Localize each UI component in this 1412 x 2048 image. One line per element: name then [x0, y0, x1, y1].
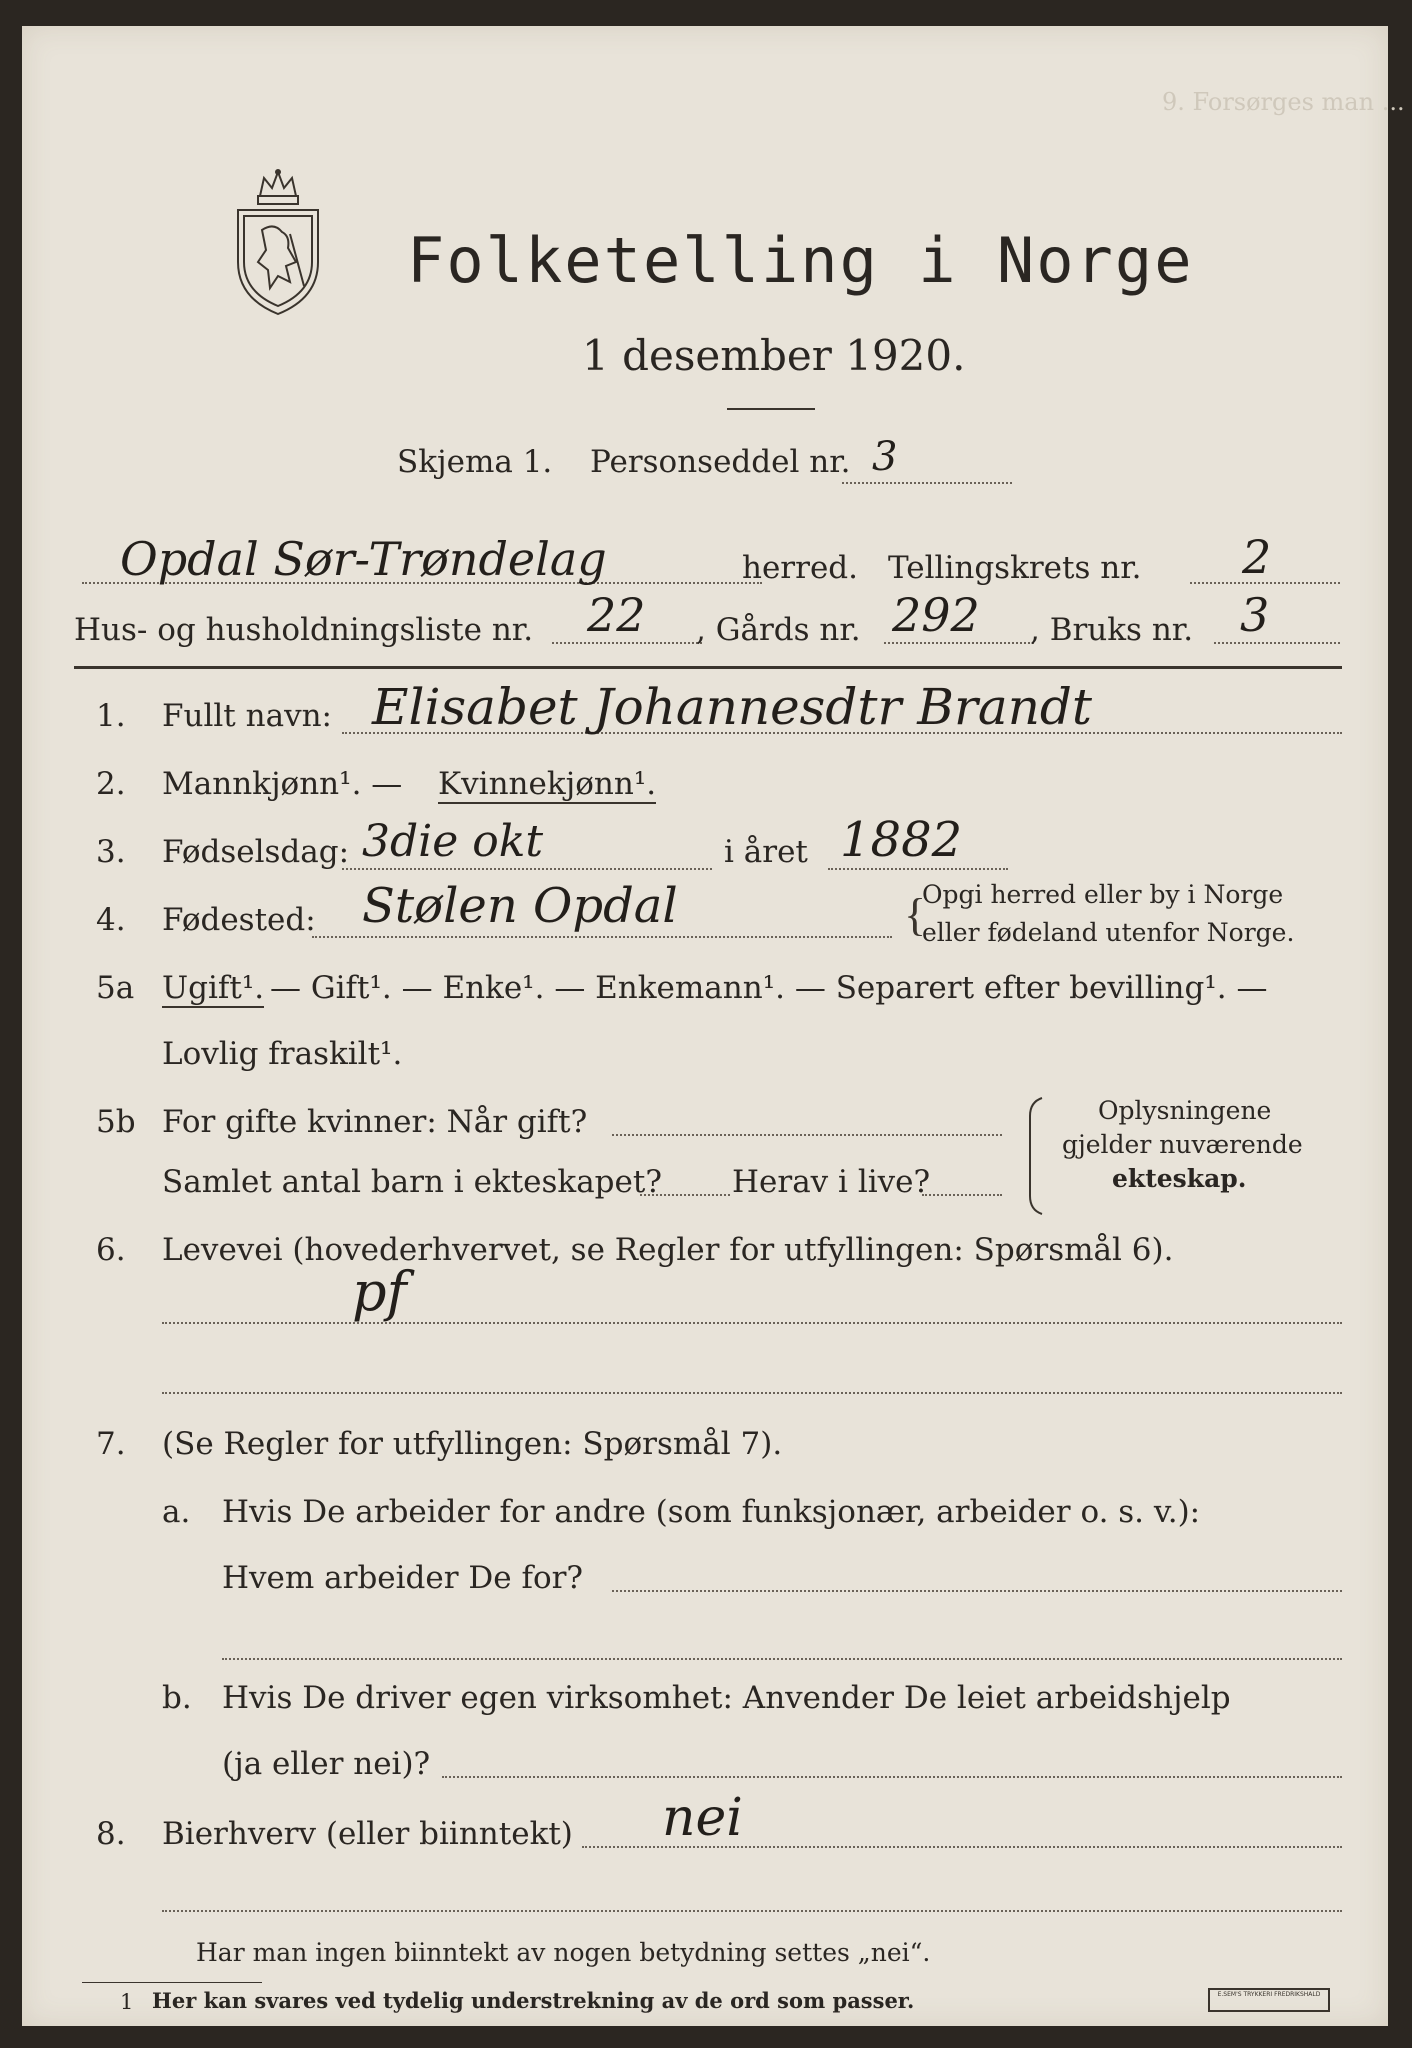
q7b-letter: b.: [162, 1680, 192, 1716]
occupation-line-1: [162, 1322, 1342, 1324]
gender-female-option-underlined: Kvinnekjønn¹.: [438, 766, 657, 802]
skjema-label: Skjema 1.: [397, 444, 553, 480]
children-alive-label: Herav i live?: [732, 1164, 931, 1200]
form-title: Folketelling i Norge: [407, 224, 1194, 297]
birthplace-brace: {: [904, 889, 927, 940]
norway-coat-of-arms-icon: [230, 166, 326, 316]
q7a-question: Hvem arbeider De for?: [222, 1560, 584, 1596]
marriage-note-1: Oplysningene: [1098, 1096, 1272, 1125]
birthday-value: 3die okt: [362, 816, 544, 867]
occupation-line-2: [162, 1392, 1342, 1394]
title-divider: [727, 408, 815, 410]
q5b-number: 5b: [96, 1104, 136, 1140]
children-total-line: [640, 1194, 730, 1196]
q2-number: 2.: [96, 766, 126, 802]
husholdningsliste-label: Hus- og husholdningsliste nr.: [74, 612, 534, 648]
gards-line: [884, 642, 1034, 644]
employer-line-1: [612, 1590, 1342, 1592]
employer-line-2: [222, 1658, 1342, 1660]
q7a-letter: a.: [162, 1494, 191, 1530]
birth-year-line: [828, 868, 1008, 870]
husholdningsliste-line: [552, 642, 702, 644]
gards-value: 292: [892, 588, 980, 642]
no-income-note: Har man ingen biinntekt av nogen betydning settes „nei“.: [196, 1938, 931, 1967]
tellingskrets-label: Tellingskrets nr.: [888, 550, 1142, 586]
birthplace-line: [312, 936, 892, 938]
children-total-label: Samlet antal barn i ekteskapet?: [162, 1164, 662, 1200]
personseddel-line: [842, 482, 1012, 484]
marital-lovlig-fraskilt: Lovlig fraskilt¹.: [162, 1036, 403, 1072]
birth-year-value: 1882: [840, 812, 963, 868]
marital-ugift-underlined: Ugift¹.: [162, 970, 265, 1006]
footnote-text: Her kan svares ved tydelig understrekning av de ord som passer.: [152, 1988, 915, 2013]
bruks-label: , Bruks nr.: [1030, 612, 1194, 648]
q3-label: Fødselsdag:: [162, 834, 350, 870]
children-alive-line: [922, 1194, 1002, 1196]
marital-options: — Gift¹. — Enke¹. — Enkemann¹. — Separert efter bevilling¹. —: [270, 970, 1268, 1006]
q4-number: 4.: [96, 902, 126, 938]
q4-label: Fødested:: [162, 902, 316, 938]
bleed-through-text: 9. Forsørges man ...: [1162, 88, 1405, 116]
full-name-value: Elisabet Johannesdtr Brandt: [372, 678, 1092, 736]
birthplace-note-1: Opgi herred eller by i Norge: [922, 880, 1284, 909]
birthplace-value: Stølen Opdal: [362, 878, 678, 934]
q1-label: Fullt navn:: [162, 698, 332, 734]
q1-number: 1.: [96, 698, 126, 734]
marriage-note-2: gjelder nuværende: [1062, 1130, 1303, 1159]
q6-number: 6.: [96, 1232, 126, 1268]
marriage-note-3: ekteskap.: [1112, 1164, 1247, 1193]
herred-value: Opdal Sør-Trøndelag: [120, 532, 607, 586]
married-when-line: [612, 1134, 1002, 1136]
q5a-number: 5a: [96, 970, 135, 1006]
tellingskrets-value: 2: [1242, 530, 1272, 584]
q8-number: 8.: [96, 1816, 126, 1852]
marriage-note-bracket: [1026, 1096, 1046, 1216]
q3-number: 3.: [96, 834, 126, 870]
census-form-page: [22, 26, 1405, 2026]
occupation-value: pf: [352, 1260, 407, 1323]
husholdningsliste-value: 22: [587, 588, 646, 642]
q8-label: Bierhverv (eller biinntekt): [162, 1816, 573, 1852]
q7a-text: Hvis De arbeider for andre (som funksjonær, arbeider o. s. v.):: [222, 1494, 1201, 1530]
q7b-text: Hvis De driver egen virksomhet: Anvender De leiet arbeidshjelp: [222, 1680, 1231, 1716]
census-date: 1 desember 1920.: [582, 331, 966, 380]
bruks-line: [1214, 642, 1340, 644]
q7b-question: (ja eller nei)?: [222, 1746, 431, 1782]
footnote-mark: 1: [120, 1990, 134, 2014]
year-label: i året: [724, 834, 808, 870]
herred-label: herred.: [742, 550, 858, 586]
printer-stamp: E.SEM'S TRYKKERI FREDRIKSHALD: [1208, 1988, 1330, 2012]
q7-number: 7.: [96, 1426, 126, 1462]
gards-label: , Gårds nr.: [696, 612, 861, 648]
side-income-line-2: [162, 1910, 1342, 1912]
hired-help-line: [442, 1776, 1342, 1778]
birthday-line: [342, 868, 712, 870]
birthplace-note-2: eller fødeland utenfor Norge.: [922, 918, 1295, 947]
footnote-rule: [82, 1982, 262, 1983]
married-when-label: For gifte kvinner: Når gift?: [162, 1104, 588, 1140]
personseddel-label: Personseddel nr.: [590, 444, 851, 480]
bruks-value: 3: [1240, 588, 1270, 642]
q6-label: Levevei (hovederhvervet, se Regler for utfyllingen: Spørsmål 6).: [162, 1232, 1174, 1268]
q7-label: (Se Regler for utfyllingen: Spørsmål 7).: [162, 1426, 783, 1462]
side-income-value: nei: [662, 1788, 743, 1848]
personseddel-value: 3: [872, 434, 898, 480]
header-separator: [74, 666, 1342, 669]
gender-male-option: Mannkjønn¹. —: [162, 766, 403, 802]
